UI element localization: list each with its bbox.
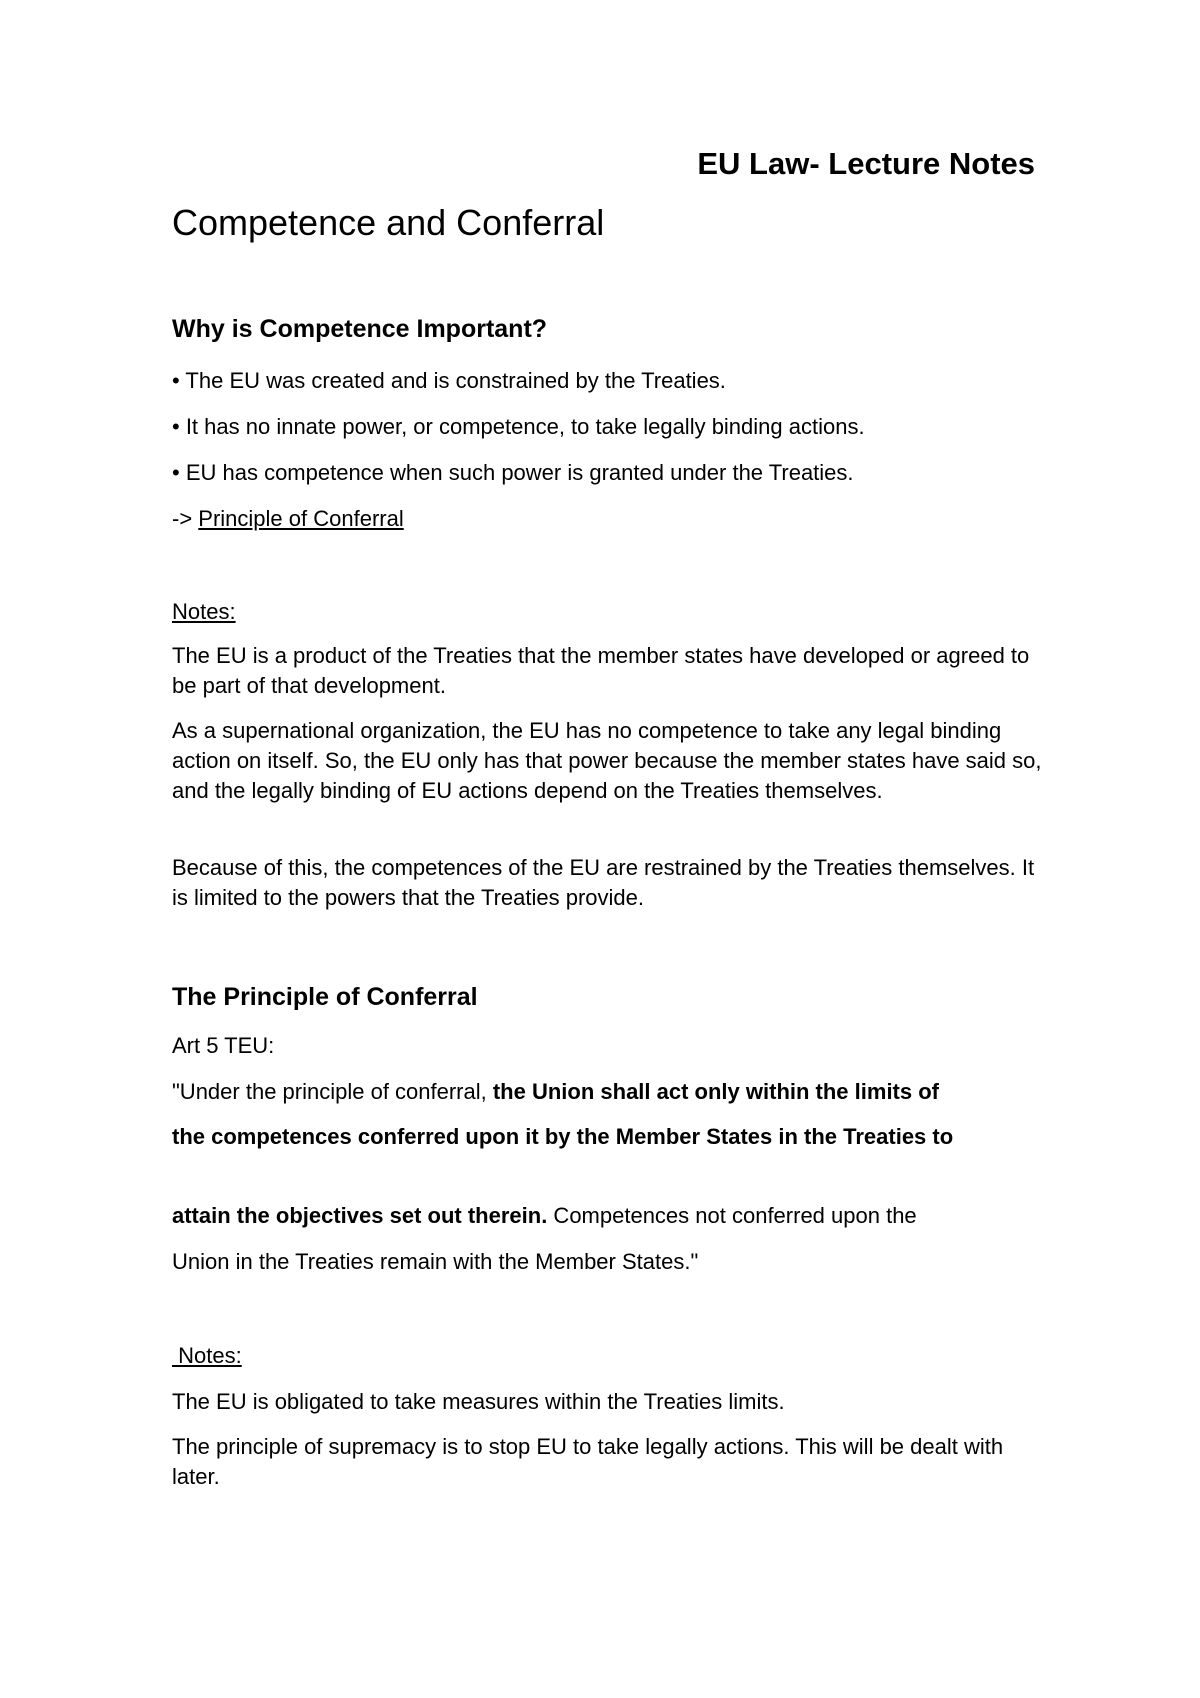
notes-paragraph: Because of this, the competences of the EU are restrained by the Treaties themselves. It is limited to the powers that the Treaties provide. bbox=[172, 855, 1035, 910]
quote-text-bold: attain the objectives set out therein. bbox=[172, 1203, 548, 1228]
arrow-prefix: -> bbox=[172, 506, 199, 531]
quote-text-bold: the Union shall act only within the limits of bbox=[492, 1079, 939, 1104]
notes-paragraph: The EU is obligated to take measures within the Treaties limits. bbox=[172, 1389, 785, 1414]
article-reference: Art 5 TEU: bbox=[172, 1033, 275, 1058]
section-heading-why-competence: Why is Competence Important? bbox=[172, 315, 548, 343]
quote-text-plain: Competences not conferred upon the bbox=[547, 1203, 917, 1228]
quote-text-plain: Union in the Treaties remain with the Member States." bbox=[172, 1249, 699, 1274]
quote-text-plain: "Under the principle of conferral, bbox=[172, 1079, 493, 1104]
notes-paragraph: The EU is a product of the Treaties that the member states have developed or agreed to be part of that development. bbox=[172, 643, 1030, 698]
bullet-item: • EU has competence when such power is granted under the Treaties. bbox=[172, 460, 854, 485]
course-title: EU Law- Lecture Notes bbox=[697, 146, 1035, 181]
bullet-item: • It has no innate power, or competence, to take legally binding actions. bbox=[172, 414, 865, 439]
conferral-reference bbox=[172, 506, 404, 532]
quote-line bbox=[172, 1203, 917, 1229]
notes-label: Notes: bbox=[172, 1343, 242, 1368]
notes-paragraph: The principle of supremacy is to stop EU to take legally actions. This will be dealt with later. bbox=[172, 1434, 1004, 1489]
document-title: Competence and Conferral bbox=[172, 202, 605, 243]
section-heading-principle-of-conferral: The Principle of Conferral bbox=[172, 983, 478, 1011]
principle-of-conferral-link[interactable]: Principle of Conferral bbox=[198, 506, 404, 531]
quote-text-bold: the competences conferred upon it by the Member States in the Treaties to bbox=[172, 1124, 954, 1149]
notes-label: Notes: bbox=[172, 599, 236, 624]
quote-line bbox=[172, 1079, 939, 1105]
bullet-item: • The EU was created and is constrained by the Treaties. bbox=[172, 368, 726, 393]
notes-paragraph: As a supernational organization, the EU has no competence to take any legal binding action on itself. So, the EU only has that power because the member states have said so, and the legally binding of EU actions depend on the Treaties themselves. bbox=[172, 718, 1042, 803]
